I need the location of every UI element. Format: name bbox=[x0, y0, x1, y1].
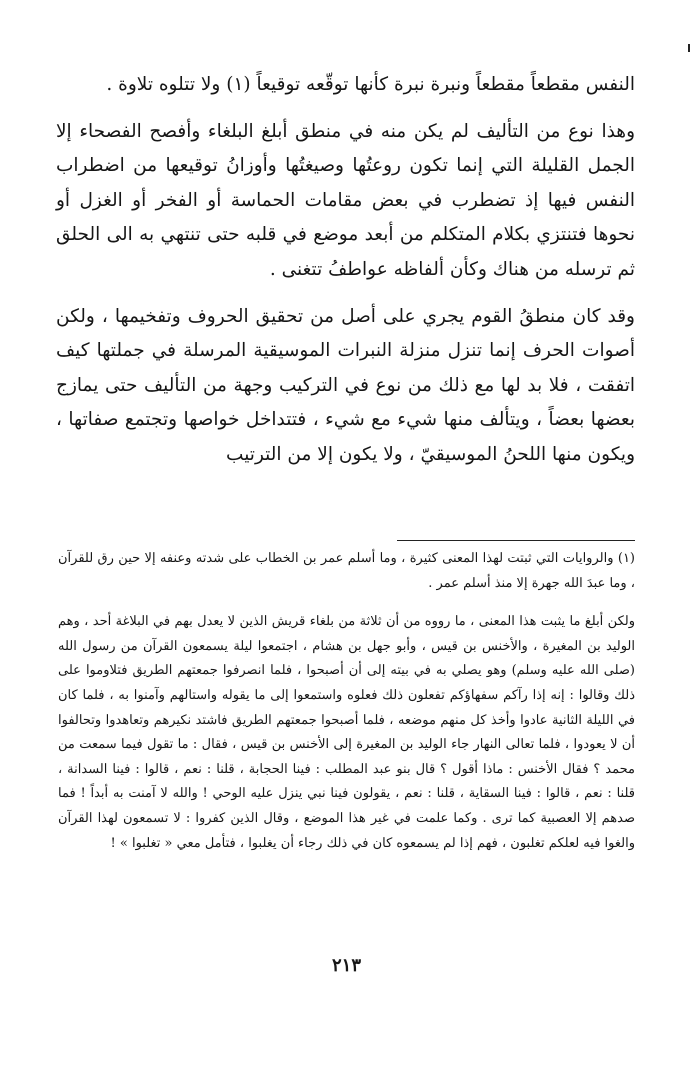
paragraph-1 bbox=[56, 68, 635, 103]
paragraph-3: وقد كان منطقُ القوم يجري على أصل من تحقيق الحروف وتفخيمها ، ولكن أصوات الحرف إنما تنزل منزلة النبرات الموسيقية المرسلة في جملتها كيف اتفقت ، فلا بد لها مع ذلك من نوع في التركيب وجهة من التأليف حتى يمازج بعضها بعضاً ، ويتألف منها شيء مع شيء ، فتتداخل خواصها وتجتمع صفاتها ، ويكون منها اللحنُ الموسيقيّ ، ولا يكون إلا من الترتيب bbox=[56, 305, 635, 465]
main-text bbox=[56, 68, 635, 473]
footnote-1: (١) والروايات التي ثبتت لهذا المعنى كثيرة ، وما أسلم عمر بن الخطاب على شدته وعنفه إلا حين رق للقرآن ، وما عبدَ الله جهرة إلا منذ أسلم عمر . bbox=[58, 551, 635, 591]
paragraph-2: وهذا نوع من التأليف لم يكن منه في منطق أبلغ البلغاء وأفصح الفصحاء إلا الجمل القليلة التي إنما تكون روعتُها وصيغتُها وأوزانُ توقيعها من اضطراب النفس فيها إذ تضطرب في بعض مقامات الحماسة أو الفخر أو الغزل أو نحوها فتنتزي بكلام المتكلم من أبعد موضع في قلبه حتى تنتهي به الى الحلق ثم ترسله من هناك وكأن ألفاظه عواطفُ تتغنى . bbox=[56, 120, 635, 280]
footnote-separator bbox=[397, 540, 635, 541]
page-edge-mark bbox=[688, 44, 690, 52]
footnotes bbox=[58, 547, 635, 856]
footnote-1-continuation: ولكن أبلغ ما يثبت هذا المعنى ، ما رووه من أن ثلاثة من بلغاء قريش الذين لا يعدل بهم في البلاغة أحد ، وهم الوليد بن المغيرة ، والأخنس بن قيس ، وأبو جهل بن هشام ، اجتمعوا ليلة يسمعون القرآن من رسول الله (صلى الله عليه وسلم) وهو يصلي به في بيته إلى أن أصبحوا ، فلما انصرفوا جمعتهم الطريق فتلاوموا على ذلك وقالوا : إنه إذا رآكم سفهاؤكم تفعلون ذلك فعلوه واستمعوا إلى ما يقوله واستالهم وآمنوا به ، فلما كان في الليلة الثانية عادوا وأخذ كل منهم موضعه ، فلما أصبحوا جمعتهم الطريق فاشتد نكيرهم وتعاهدوا وتحالفوا أن لا يعودوا ، فلما تعالى النهار جاء الوليد بن المغيرة إلى الأخنس بن قيس ، فقال : ما تقول فيما سمعت من محمد ؟ فقال الأخنس : ماذا أقول ؟ قال بنو عبد المطلب : فينا الحجابة ، قلنا : نعم ، قالوا : فينا السدانة ، قلنا : نعم ، قالوا : فينا السقاية ، قلنا : نعم ، يقولون فينا نبي ينزل عليه الوحي ! والله لا آمنت به أبداً ! فما صدهم إلا العصبية كما ترى . وكما علمت في غير هذا الموضع ، وقال الذين كفروا : لا تسمعون لهذا القرآن والغوا فيه لعلكم تغلبون ، فهم إذا لم يسمعوه كان في ذلك رجاء أن يغلبوا ، فتأمل معي « تغلبوا » ! bbox=[58, 614, 635, 851]
page-number: ٢١٣ bbox=[331, 955, 361, 976]
paragraph-1-text: النفس مقطعاً مقطعاً ونبرة نبرة كأنها توقّعه توقيعاً (١) ولا تتلوه تلاوة . bbox=[106, 74, 635, 95]
